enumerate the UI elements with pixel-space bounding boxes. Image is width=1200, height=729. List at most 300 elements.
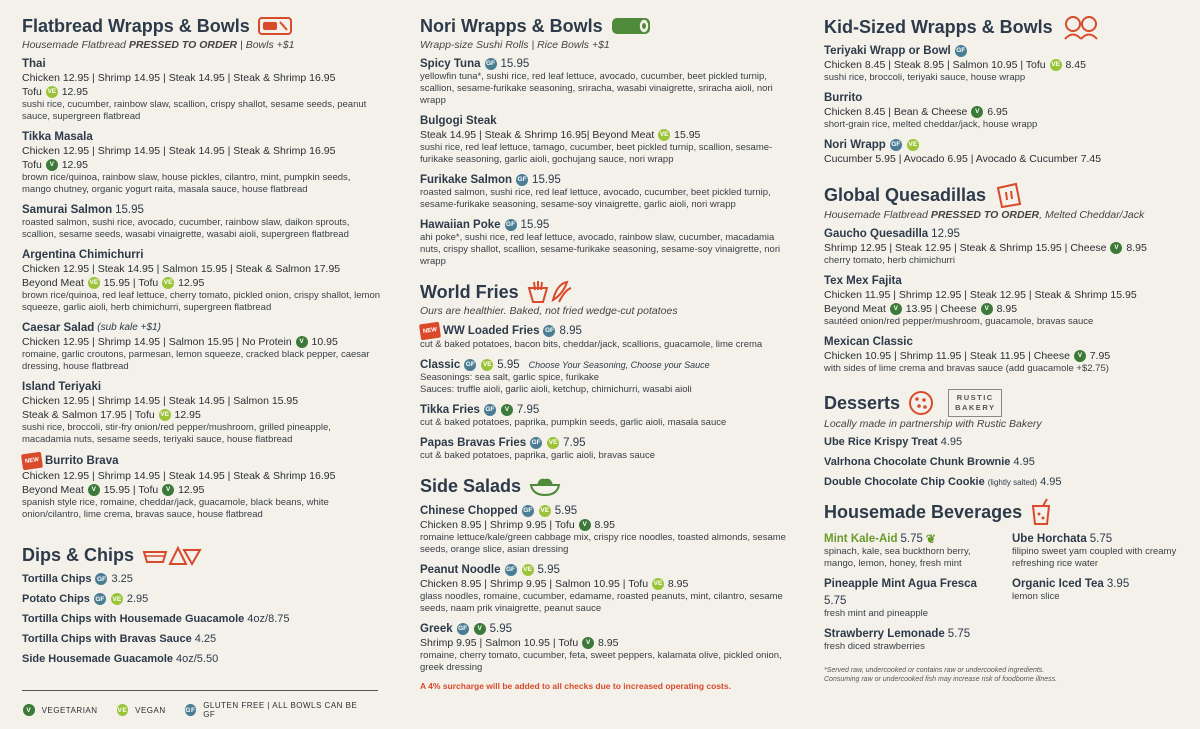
menu-item-caesar-salad xyxy=(22,321,380,373)
item-description: cherry tomato, herb chimichurri xyxy=(824,255,955,266)
item-description: sautéed onion/red pepper/mushroom, guacamole, bravas sauce xyxy=(824,316,1094,327)
beverage-strawberry-lemonade xyxy=(824,627,998,653)
item-name: Burrito xyxy=(824,92,863,104)
fries-section-title xyxy=(420,280,788,304)
price-text: 5.95 xyxy=(489,623,512,635)
price-text: 5.95 xyxy=(537,564,560,576)
price-text: 15.95 xyxy=(520,219,550,231)
name-text: Classic xyxy=(420,359,461,371)
price-text: Tofu xyxy=(22,86,42,98)
salads-section-title xyxy=(420,474,788,498)
price-text: 3.95 xyxy=(1106,578,1130,590)
price-text: 4.95 xyxy=(940,436,963,448)
vegan-icon: VE xyxy=(159,409,171,421)
gluten-free-icon: GF xyxy=(516,174,528,186)
item-name xyxy=(420,218,788,232)
beverages-left xyxy=(824,532,998,660)
item-name xyxy=(22,453,380,469)
item-description: cut & baked potatoes, paprika, garlic aioli, bravas sauce xyxy=(420,450,655,461)
salad-bowl-icon xyxy=(529,475,561,497)
price-text: 7.95 xyxy=(1089,350,1111,362)
item-description: spinach, kale, sea buckthorn berry, mango, lemon, honey, fresh mint xyxy=(824,546,971,569)
nori-section-title xyxy=(420,14,788,38)
vegan-icon: VE xyxy=(907,139,919,151)
item-name xyxy=(420,403,788,417)
price-text: 5.75 xyxy=(1089,533,1113,545)
item-price xyxy=(420,518,788,532)
item-name: Island Teriyaki xyxy=(22,381,102,393)
new-badge-icon: NEW xyxy=(419,322,441,341)
menu-item-tikka-masala xyxy=(22,130,380,196)
dips-item xyxy=(22,653,380,665)
item-description: glass noodles, romaine, cucumber, edamame, roasted peanuts, mint, cilantro, sesame seeds, naam prik vinaigrette, peanut sauce xyxy=(420,591,783,614)
nori-title-text: Nori Wrapps & Bowls xyxy=(420,16,603,36)
price-text: 5.75 xyxy=(824,595,847,607)
price-text: 4.95 xyxy=(1040,476,1062,488)
price-text: Chicken 8.45 | Steak 8.95 | Salmon 10.95 | Tofu xyxy=(824,59,1046,71)
cookie-icon xyxy=(908,390,934,416)
vegan-icon: VE xyxy=(547,437,559,449)
item-name xyxy=(824,44,1186,58)
item-name xyxy=(420,358,788,372)
item-description-2: Sauces: truffle aioli, garlic aioli, ketchup, chimichurri, wasabi aioli xyxy=(420,384,692,395)
item-name: Mexican Classic xyxy=(824,336,913,348)
menu-item-island-teriyaki xyxy=(22,380,380,446)
vegan-icon: VE xyxy=(539,505,551,517)
gluten-free-icon: GF xyxy=(457,623,469,635)
beverages-section-title xyxy=(824,498,1186,526)
dips-item xyxy=(22,613,380,625)
price-text: 6.95 xyxy=(987,106,1008,118)
footnote-line: *Served raw, undercooked or contains raw or undercooked ingredients. xyxy=(824,667,1045,674)
gluten-free-icon: GF xyxy=(522,505,534,517)
salads-title-text: Side Salads xyxy=(420,476,522,496)
menu-item-mexican-classic xyxy=(824,335,1186,375)
item-name: Tex Mex Fajita xyxy=(824,275,902,287)
item-price xyxy=(420,128,788,142)
price-text: Chicken 10.95 | Shrimp 11.95 | Steak 11.95 | Cheese xyxy=(824,350,1070,362)
quesadillas-subtitle xyxy=(824,209,1186,221)
item-price xyxy=(824,58,1186,72)
price-text: 15.95 xyxy=(500,58,530,70)
item-name xyxy=(824,138,1186,152)
menu-item-kids-nori-wrapp xyxy=(824,138,1186,166)
column-1 xyxy=(0,14,400,729)
item-name xyxy=(420,323,788,339)
raw-food-footnote xyxy=(824,666,1186,684)
sub-part: | Bowls +$1 xyxy=(237,39,295,51)
price-text: Shrimp 9.95 | Salmon 10.95 | Tofu xyxy=(420,637,579,649)
menu-item-burrito-brava xyxy=(22,453,380,521)
vegetarian-icon: V xyxy=(46,159,58,171)
menu-item-ww-loaded-fries xyxy=(420,323,788,351)
name-text: Samurai Salmon xyxy=(22,204,113,216)
item-price-line2 xyxy=(22,85,380,99)
price-text: 4.25 xyxy=(194,633,217,645)
item-price: Cucumber 5.95 | Avocado 6.95 | Avocado & Cucumber 7.45 xyxy=(824,153,1102,165)
desserts-section-title xyxy=(824,389,1186,417)
name-note: (sub kale +$1) xyxy=(97,322,161,333)
name-text: Burrito Brava xyxy=(45,455,119,467)
name-text: Ube Rice Krispy Treat xyxy=(824,436,938,448)
gluten-free-icon: GF xyxy=(94,593,106,605)
price-text: 15.95 xyxy=(532,174,561,186)
price-text: Chicken 8.45 | Bean & Cheese xyxy=(824,106,968,118)
gluten-free-icon: GF xyxy=(485,58,497,70)
menu-item-kids-burrito xyxy=(824,91,1186,131)
choose-note: Choose Your Seasoning, Choose your Sauce xyxy=(528,360,710,370)
price-text: Chicken 8.95 | Shrimp 9.95 | Salmon 10.95 | Tofu xyxy=(420,578,649,590)
price-text: 8.45 xyxy=(1065,59,1086,71)
price-text: 12.95 xyxy=(61,86,88,98)
item-price xyxy=(824,349,1186,363)
name-text: Furikake Salmon xyxy=(420,174,513,186)
name-text: Strawberry Lemonade xyxy=(824,628,945,640)
vegan-icon: VE xyxy=(481,359,493,371)
item-price: Chicken 12.95 | Shrimp 14.95 | Steak 14.95 | Steak & Shrimp 16.95 xyxy=(22,470,336,482)
item-description: sushi rice, cucumber, rainbow slaw, scallion, crispy shallot, sesame seeds, peanut sauce, supergreen flatbread xyxy=(22,99,367,122)
price-text: 8.95 xyxy=(598,637,619,649)
item-name: Bulgogi Steak xyxy=(420,115,497,127)
price-text: 8.95 xyxy=(559,325,582,337)
name-text: Tikka Fries xyxy=(420,404,480,416)
item-name: Argentina Chimichurri xyxy=(22,249,144,261)
gluten-free-icon: GF xyxy=(955,45,967,57)
vegan-icon: VE xyxy=(658,129,670,141)
vegan-icon: VE xyxy=(88,277,100,289)
price-text: 12.95 xyxy=(61,159,88,171)
item-description: short-grain rice, melted cheddar/jack, house wrapp xyxy=(824,119,1038,130)
item-price xyxy=(824,105,1186,119)
vegetarian-icon: V xyxy=(1110,242,1122,254)
beverage-ube-horchata xyxy=(1012,532,1186,570)
price-text: 15.95 xyxy=(115,204,144,216)
price-text: 15.95 | Tofu xyxy=(103,484,159,496)
price-text: 10.95 xyxy=(311,336,338,348)
menu-item-chinese-chopped xyxy=(420,504,788,556)
rustic-bakery-logo xyxy=(948,389,1002,417)
vegan-icon: VE xyxy=(117,704,129,716)
vegetarian-icon: V xyxy=(501,404,513,416)
item-name xyxy=(420,173,788,187)
price-text: 5.95 xyxy=(497,359,520,371)
gluten-free-icon: GF xyxy=(484,404,496,416)
item-name xyxy=(22,203,380,217)
name-text: Tortilla Chips with Housemade Guacamole xyxy=(22,613,245,625)
name-text: Double Chocolate Chip Cookie xyxy=(824,476,985,488)
fries-subtitle: Ours are healthier. Baked, not fried wedge-cut potatoes xyxy=(420,305,678,317)
nori-subtitle: Wrapp-size Sushi Rolls | Rice Bowls +$1 xyxy=(420,39,610,51)
beverages-title-text: Housemade Beverages xyxy=(824,502,1023,522)
name-text: Gaucho Quesadilla xyxy=(824,228,929,240)
dessert-item xyxy=(824,456,1186,468)
flatbread-subtitle xyxy=(22,39,380,51)
dips-item xyxy=(22,633,380,645)
beverage-mint-kale-aid xyxy=(824,532,998,570)
dips-list xyxy=(22,573,380,665)
dips-section-title xyxy=(22,543,380,567)
vegetarian-icon: V xyxy=(23,704,35,716)
item-name xyxy=(420,436,788,450)
price-text: 8.95 xyxy=(667,578,689,590)
item-description: romaine, garlic croutons, parmesan, lemon squeeze, cracked black pepper, caesar dressing, house flatbread xyxy=(22,349,370,372)
sub-part-bold: PRESSED TO ORDER xyxy=(930,209,1040,221)
vegetarian-icon: V xyxy=(88,484,100,496)
dips-item xyxy=(22,593,380,605)
menu-item-tex-mex-fajita xyxy=(824,274,1186,328)
gluten-free-icon: GF xyxy=(505,564,517,576)
vegan-icon: VE xyxy=(1050,59,1062,71)
item-description: romaine lettuce/kale/green cabbage mix, crispy rice noodles, toasted almonds, sesame seeds, orange slice, asian dressing xyxy=(420,532,786,555)
flatbread-section-title xyxy=(22,14,380,38)
item-description: Seasonings: sea salt, garlic spice, furikake xyxy=(420,372,600,383)
logo-text: RUSTIC xyxy=(956,393,994,402)
price-text: 4oz/5.50 xyxy=(176,653,219,665)
item-description: sushi rice, broccoli, teriyaki sauce, house wrapp xyxy=(824,72,1026,83)
fries-icon xyxy=(527,280,573,304)
column-3 xyxy=(802,14,1200,729)
price-text: Chicken 8.95 | Shrimp 9.95 | Tofu xyxy=(420,519,575,531)
price-text: 2.95 xyxy=(126,593,149,605)
vegetarian-icon: V xyxy=(474,623,486,635)
note-text: (lightly salted) xyxy=(987,477,1038,487)
sub-part: Housemade Flatbread xyxy=(22,39,129,51)
price-text: Steak 14.95 | Steak & Shrimp 16.95| Beyond Meat xyxy=(420,129,655,141)
menu-item-tikka-fries xyxy=(420,403,788,429)
name-text: Ube Horchata xyxy=(1012,533,1087,545)
vegetarian-icon: V xyxy=(582,637,594,649)
column-2 xyxy=(400,14,802,729)
price-text: Beyond Meat xyxy=(22,277,84,289)
price-text: Steak & Salmon 17.95 | Tofu xyxy=(22,409,155,421)
item-price xyxy=(22,335,380,349)
item-name xyxy=(824,627,998,641)
footnote-line: Consuming raw or undercooked fish may increase risk of foodborne illness. xyxy=(824,676,1058,683)
item-description: roasted salmon, sushi rice, red leaf lettuce, avocado, cucumber, beet pickled turnip, sesame-furikake seasoning, sesame-soy vinaigrette, garlic aioli, nori wrapp xyxy=(420,187,771,210)
item-name xyxy=(420,563,788,577)
price-text: 7.95 xyxy=(563,437,586,449)
menu-item-thai xyxy=(22,57,380,123)
vegetarian-icon: V xyxy=(981,303,993,315)
vegetarian-icon: V xyxy=(296,336,308,348)
item-description: cut & baked potatoes, paprika, pumpkin seeds, garlic aioli, masala sauce xyxy=(420,417,727,428)
price-text: 5.75 xyxy=(947,628,971,640)
item-price-line2 xyxy=(22,408,380,422)
quesadilla-icon xyxy=(994,182,1022,208)
vegetarian-icon: V xyxy=(971,106,983,118)
menu-item-argentina-chimichurri xyxy=(22,248,380,314)
gluten-free-icon: GF xyxy=(95,573,107,585)
item-description: yellowfin tuna*, sushi rice, red leaf lettuce, avocado, cucumber, beet pickled turnip, scallion, sesame-furikake seasoning, sriracha, wasabi vinaigrette, sriracha aioli, nori wrapp xyxy=(420,71,773,106)
flatbread-wrap-icon xyxy=(258,16,292,36)
price-text: 8.95 xyxy=(594,519,615,531)
item-description: brown rice/quinoa, red leaf lettuce, cherry tomato, pickled onion, crispy shallot, lemon squeeze, garlic aioli, herb chimichurri, supergreen flatbread xyxy=(22,290,381,313)
name-text: Hawaiian Poke xyxy=(420,219,501,231)
price-text: 4oz/8.75 xyxy=(247,613,290,625)
price-text: 12.95 xyxy=(178,484,205,496)
fries-title-text: World Fries xyxy=(420,282,519,302)
vegan-icon: VE xyxy=(111,593,123,605)
vegan-icon: VE xyxy=(46,86,58,98)
name-text: Pineapple Mint Agua Fresca xyxy=(824,578,977,590)
item-description: roasted salmon, sushi rice, avocado, cucumber, rainbow slaw, daikon sprouts, scallion, sesame seeds, wasabi vinaigrette, wasabi aioli, supergreen flatbread xyxy=(22,217,350,240)
item-description: sushi rice, broccoli, stir-fry onion/red pepper/mushroom, grilled pineapple, macadamia nuts, sesame seeds, teriyaki sauce, house flatbread xyxy=(22,422,331,445)
menu-item-classic-fries xyxy=(420,358,788,396)
item-price xyxy=(420,577,788,591)
vegetarian-icon: V xyxy=(890,303,902,315)
price-text: Beyond Meat xyxy=(824,303,886,315)
item-description: romaine, cherry tomato, cucumber, feta, sweet peppers, kalamata olive, pickled onion, greek dressing xyxy=(420,650,782,673)
menu-item-gaucho-quesadilla xyxy=(824,227,1186,267)
name-text: Side Housemade Guacamole xyxy=(22,653,173,665)
gluten-free-icon: GF xyxy=(530,437,542,449)
dietary-legend xyxy=(22,690,378,719)
menu-item-peanut-noodle xyxy=(420,563,788,615)
item-description: cut & baked potatoes, bacon bits, cheddar/jack, scallions, guacamole, lime crema xyxy=(420,339,763,350)
vegan-icon: VE xyxy=(162,277,174,289)
gluten-free-icon: GF xyxy=(464,359,476,371)
logo-text: BAKERY xyxy=(955,403,996,412)
name-text: Chinese Chopped xyxy=(420,505,518,517)
price-text: Chicken 12.95 | Shrimp 14.95 | Salmon 15.95 | No Protein xyxy=(22,336,292,348)
price-text: Shrimp 12.95 | Steak 12.95 | Steak & Shrimp 15.95 | Cheese xyxy=(824,242,1107,254)
item-name: Tikka Masala xyxy=(22,131,93,143)
sub-part-bold: PRESSED TO ORDER xyxy=(128,39,238,51)
kale-leaf-icon: ❦ xyxy=(925,532,936,546)
legend-vegan: VEGAN xyxy=(135,705,166,715)
item-price: Chicken 12.95 | Shrimp 14.95 | Steak 14.95 | Steak & Shrimp 16.95 xyxy=(22,72,336,84)
price-text: 5.75 xyxy=(900,533,923,545)
desserts-title-text: Desserts xyxy=(824,393,901,413)
item-description: fresh mint and pineapple xyxy=(824,608,929,619)
name-text: Greek xyxy=(420,623,453,635)
legend-gluten-free: GLUTEN FREE | ALL BOWLS CAN BE GF xyxy=(203,701,358,719)
item-name xyxy=(420,622,788,636)
item-description: brown rice/quinoa, rainbow slaw, house pickles, cilantro, mint, pumpkin seeds, mango chutney, organic yogurt raita, masala sauce, house flatbread xyxy=(22,172,351,195)
name-text: Organic Iced Tea xyxy=(1012,578,1104,590)
item-description: sushi rice, red leaf lettuce, tamago, cucumber, beet pickled turnip, scallion, sesame-furikake seasoning, garlic aioli, gochujang sauce, nori wrapp xyxy=(420,142,773,165)
item-price: Chicken 11.95 | Shrimp 12.95 | Steak 12.95 | Steak & Shrimp 15.95 xyxy=(824,289,1137,301)
item-price: Chicken 12.95 | Steak 14.95 | Salmon 15.95 | Steak & Salmon 17.95 xyxy=(22,263,341,275)
price-text: 12.95 xyxy=(178,277,205,289)
surcharge-notice: A 4% surcharge will be added to all checks due to increased operating costs. xyxy=(420,681,731,691)
item-description: ahi poke*, sushi rice, red leaf lettuce, avocado, rainbow slaw, cucumber, macadamia nuts, crispy shallot, scallion, sesame-furikake seasoning, sesame-soy vinaigrette, nori wrapp xyxy=(420,232,781,267)
legend-vegetarian: VEGETARIAN xyxy=(41,705,98,715)
price-text: 8.95 xyxy=(1126,242,1147,254)
name-text: Valrhona Chocolate Chunk Brownie xyxy=(824,456,1011,468)
quesadillas-section-title xyxy=(824,182,1186,208)
item-price-line2 xyxy=(22,483,380,497)
item-description: filipino sweet yam coupled with creamy refreshing rice water xyxy=(1012,546,1177,569)
item-price-line2 xyxy=(22,276,380,290)
dessert-item xyxy=(824,436,1186,448)
name-text: Caesar Salad xyxy=(22,322,95,334)
price-text: 15.95 xyxy=(674,129,701,141)
price-text: 4.95 xyxy=(1013,456,1035,468)
price-text: 8.95 xyxy=(996,303,1018,315)
kids-faces-icon xyxy=(1061,14,1101,40)
gluten-free-icon: GF xyxy=(890,139,902,151)
price-text: 3.25 xyxy=(111,573,133,585)
name-text: Mint Kale-Aid xyxy=(824,533,898,545)
gluten-free-icon: GF xyxy=(505,219,517,231)
item-name: Thai xyxy=(22,58,46,70)
beverages-grid xyxy=(824,532,1186,660)
desserts-subtitle: Locally made in partnership with Rustic Bakery xyxy=(824,418,1042,430)
vegan-icon: VE xyxy=(652,578,664,590)
new-badge-icon: NEW xyxy=(21,452,43,471)
price-text: Tofu xyxy=(22,159,42,171)
dips-title-text: Dips & Chips xyxy=(22,545,135,565)
sushi-roll-icon xyxy=(611,16,651,36)
item-name xyxy=(22,321,380,335)
name-text: Tortilla Chips xyxy=(22,573,92,585)
chips-bowl-icon xyxy=(142,544,202,566)
drink-cup-icon xyxy=(1030,498,1052,526)
item-price: Chicken 12.95 | Shrimp 14.95 | Steak 14.95 | Steak & Shrimp 16.95 xyxy=(22,145,336,157)
vegetarian-icon: V xyxy=(1074,350,1086,362)
beverage-pineapple-mint xyxy=(824,577,998,620)
name-text: Nori Wrapp xyxy=(824,139,886,151)
price-text: 12.95 xyxy=(931,228,960,240)
item-price-line2 xyxy=(22,158,380,172)
name-text: Potato Chips xyxy=(22,593,90,605)
price-text: 12.95 xyxy=(174,409,201,421)
name-text: Spicy Tuna xyxy=(420,58,481,70)
quesadillas-title-text: Global Quesadillas xyxy=(824,185,987,205)
kids-section-title xyxy=(824,14,1186,40)
menu-item-spicy-tuna xyxy=(420,57,788,107)
item-description: spanish style rice, romaine, cheddar/jack, guacamole, black beans, white onion/cilantro, lime crema, bravas sauce, house flatbread xyxy=(22,497,329,520)
dips-item xyxy=(22,573,380,585)
price-text: 13.95 | Cheese xyxy=(905,303,977,315)
menu-item-furikake-salmon xyxy=(420,173,788,211)
item-description: lemon slice xyxy=(1012,591,1060,602)
price-text: 15.95 | Tofu xyxy=(103,277,159,289)
item-name xyxy=(1012,532,1186,546)
menu-item-bulgogi-steak xyxy=(420,114,788,166)
item-price-line2 xyxy=(824,302,1186,316)
menu-item-papas-bravas-fries xyxy=(420,436,788,462)
gluten-free-icon: GF xyxy=(543,325,555,337)
vegetarian-icon: V xyxy=(579,519,591,531)
beverage-organic-iced-tea xyxy=(1012,577,1186,603)
item-price: Chicken 12.95 | Shrimp 14.95 | Steak 14.95 | Salmon 15.95 xyxy=(22,395,299,407)
price-text: 5.95 xyxy=(554,505,578,517)
menu-item-hawaiian-poke xyxy=(420,218,788,268)
item-name xyxy=(824,577,998,608)
dessert-item xyxy=(824,476,1186,488)
price-text: Beyond Meat xyxy=(22,484,84,496)
item-name xyxy=(1012,577,1186,591)
kids-title-text: Kid-Sized Wrapps & Bowls xyxy=(824,17,1053,37)
gluten-free-icon: GF xyxy=(185,704,197,716)
name-text: Tortilla Chips with Bravas Sauce xyxy=(22,633,192,645)
sub-part: Housemade Flatbread xyxy=(824,209,931,221)
item-name xyxy=(420,504,788,518)
menu-item-greek xyxy=(420,622,788,674)
price-text: 7.95 xyxy=(516,404,540,416)
menu-item-teriyaki-wrapp xyxy=(824,44,1186,84)
flatbread-title-text: Flatbread Wrapps & Bowls xyxy=(22,16,250,36)
item-name xyxy=(420,57,788,71)
item-price xyxy=(420,636,788,650)
vegan-icon: VE xyxy=(522,564,534,576)
item-name xyxy=(824,227,1186,241)
name-text: WW Loaded Fries xyxy=(443,325,540,337)
vegetarian-icon: V xyxy=(162,484,174,496)
name-text: Peanut Noodle xyxy=(420,564,501,576)
